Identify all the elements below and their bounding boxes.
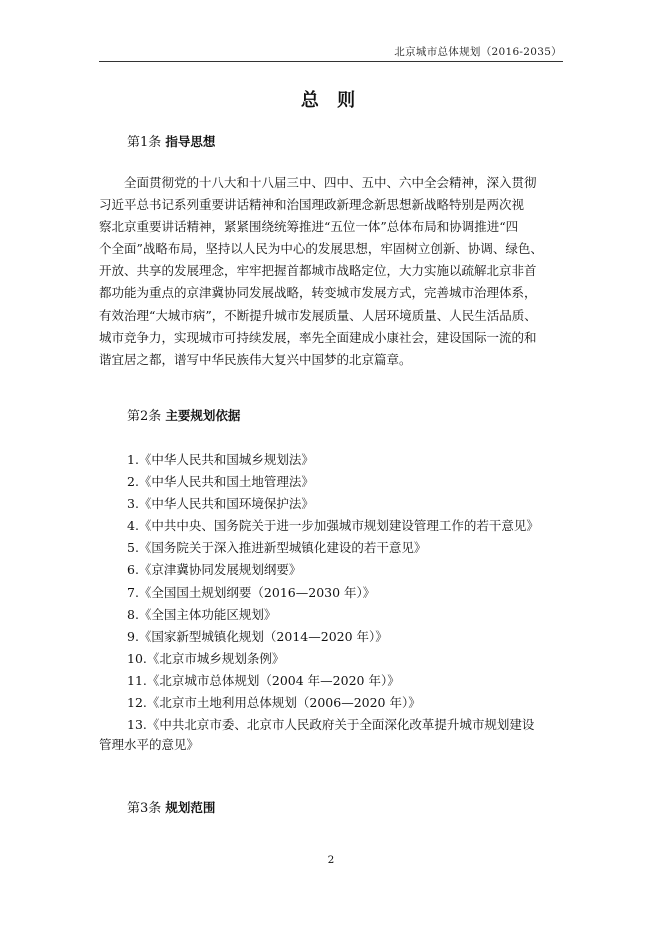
article-2-heading — [127, 405, 240, 424]
planning-basis-list — [127, 449, 567, 736]
list-item: 8.《全国主体功能区规划》 — [127, 606, 277, 622]
page-number: 2 — [327, 854, 335, 866]
article-number: 第3条 — [127, 801, 162, 816]
article-title: 指导思想 — [165, 134, 216, 149]
paragraph-line: 谐宜居之都，谱写中华民族伟大复兴中国梦的北京篇章。 — [99, 351, 412, 367]
paragraph-line: 察北京重要讲话精神，紧紧围绕统筹推进“五位一体”总体布局和协调推进“四 — [99, 219, 519, 235]
article-title: 规划范围 — [165, 800, 216, 815]
article-number: 第1条 — [127, 135, 162, 150]
header-rule — [99, 61, 563, 62]
guiding-ideology-paragraph — [99, 172, 564, 371]
list-item: 6.《京津冀协同发展规划纲要》 — [127, 562, 302, 578]
article-3-heading — [127, 797, 215, 816]
paragraph-line: 习近平总书记系列重要讲话精神和治国理政新理念新思想新战略特别是两次视 — [99, 197, 525, 213]
list-item: 13.《中共北京市委、北京市人民政府关于全面深化改革提升城市规划建设 — [127, 717, 535, 733]
list-item: 3.《中华人民共和国环境保护法》 — [127, 496, 314, 512]
list-item: 7.《全国国土规划纲要（2016—2030 年）》 — [127, 584, 376, 600]
paragraph-line: 个全面”战略布局，坚持以人民为中心的发展思想，牢固树立创新、协调、绿色、 — [99, 241, 543, 257]
list-item: 5.《国务院关于深入推进新型城镇化建设的若干意见》 — [127, 540, 427, 556]
paragraph-line: 城市竞争力，实现城市可持续发展，率先全面建成小康社会，建设国际一流的和 — [99, 329, 537, 345]
paragraph-line: 全面贯彻党的十八大和十八届三中、四中、五中、六中全会精神，深入贯彻 — [99, 175, 537, 190]
list-item: 4.《中共中央、国务院关于进一步加强城市规划建设管理工作的若干意见》 — [127, 518, 539, 534]
article-number: 第2条 — [127, 409, 162, 424]
list-item: 11.《北京城市总体规划（2004 年—2020 年）》 — [127, 672, 400, 688]
list-item: 1.《中华人民共和国城乡规划法》 — [127, 452, 314, 467]
paragraph-line: 开放、共享的发展理念，牢牢把握首都城市战略定位，大力实施以疏解北京非首 — [99, 263, 537, 279]
list-item: 9.《国家新型城镇化规划（2014—2020 年）》 — [127, 628, 388, 644]
paragraph-line: 都功能为重点的京津冀协同发展战略，转变城市发展方式，完善城市治理体系， — [99, 285, 537, 301]
page-title: 总 则 — [300, 90, 362, 111]
list-item: 12.《北京市土地利用总体规划（2006—2020 年）》 — [127, 695, 421, 711]
article-1-heading — [127, 131, 215, 150]
running-header: 北京城市总体规划（2016-2035） — [394, 46, 562, 58]
list-item: 2.《中华人民共和国土地管理法》 — [127, 474, 314, 490]
list-item-continuation: 管理水平的意见》 — [99, 737, 200, 752]
paragraph-line: 有效治理“大城市病”，不断提升城市发展质量、人居环境质量、人民生活品质、 — [99, 307, 537, 323]
list-item: 10.《北京市城乡规划条例》 — [127, 650, 285, 666]
article-title: 主要规划依据 — [165, 408, 241, 423]
